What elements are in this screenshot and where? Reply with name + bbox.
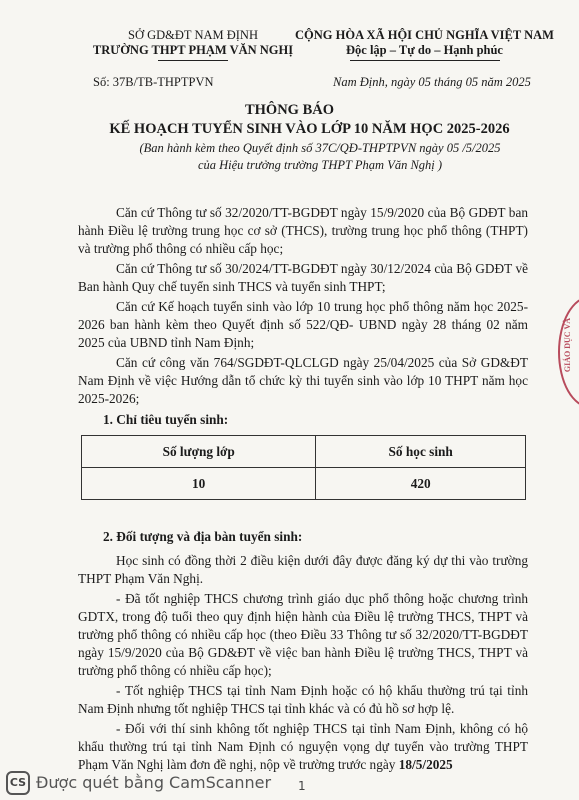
table-row: [82, 468, 526, 500]
document-heading: KẾ HOẠCH TUYỂN SINH VÀO LỚP 10 NĂM HỌC 2025-2026: [109, 121, 510, 137]
school-name: TRƯỜNG THPT PHẠM VĂN NGHỊ: [92, 43, 294, 57]
paragraph: Căn cứ Kế hoạch tuyển sinh vào lớp 10 trung học phổ thông năm học 2025-2026 ban hành kèm theo Quyết định số 522/QĐ- UBND ngày 28 tháng 02 năm 2025 của UBND tỉnh Nam Định;: [78, 299, 528, 350]
paragraph: Căn cứ Thông tư số 30/2024/TT-BGDĐT ngày 30/12/2024 của Bộ GDĐT về Ban hành Quy chế tuyển sinh THCS và tuyển sinh THPT;: [78, 261, 528, 294]
scanner-caption: Được quét bằng CamScanner: [36, 773, 272, 792]
camscanner-logo-icon: CS: [6, 771, 30, 795]
department-name: SỞ GD&ĐT NAM ĐỊNH: [128, 28, 258, 42]
table-cell-classes: 10: [82, 468, 316, 500]
seal-text: GIÁO DỤC VÀ: [563, 318, 572, 373]
document-date: Nam Định, ngày 05 tháng 05 năm 2025: [333, 75, 531, 89]
deadline-date: 18/5/2025: [398, 757, 453, 772]
motto: Độc lập – Tự do – Hạnh phúc: [346, 43, 503, 57]
paragraph: Học sinh có đồng thời 2 điều kiện dưới đây được đăng ký dự thi vào trường THPT Phạm Văn Nghị.: [78, 553, 528, 586]
national-motto-block: [272, 28, 577, 61]
subtitle-line-1: (Ban hành kèm theo Quyết định số 37C/QĐ-THPTPVN ngày 05 /5/2025: [139, 141, 501, 155]
paragraph: Căn cứ công văn 764/SGDĐT-QLCLGD ngày 25/04/2025 của Sở GD&ĐT Nam Định về việc Hướng dẫn tổ chức kỳ thi tuyển sinh vào lớp 10 THPT năm học 2025-2026;: [78, 355, 528, 406]
quota-table: [81, 435, 526, 500]
issuer-underline: [158, 60, 228, 61]
table-header-students: Số học sinh: [316, 436, 526, 468]
document-number: Số: 37B/TB-THPTPVN: [93, 75, 214, 89]
paragraph: [78, 720, 528, 774]
paragraph: Căn cứ Thông tư số 32/2020/TT-BGDĐT ngày 15/9/2020 của Bộ GDĐT ban hành Điều lệ trường trung học cơ sở (THCS), trường trung học phổ thông (THPT) và trường phổ thông có nhiều cấp học;: [78, 205, 528, 256]
document-subtitle: [110, 140, 530, 174]
page-number: 1: [298, 779, 306, 793]
table-header-classes: Số lượng lớp: [82, 436, 316, 468]
document-body: [78, 204, 528, 776]
motto-underline: [350, 60, 500, 61]
paragraph: - Tốt nghiệp THCS tại tỉnh Nam Định hoặc có hộ khẩu thường trú tại tỉnh Nam Định nhưng tốt nghiệp THCS tại tỉnh khác và có đủ hồ sơ hợp lệ.: [78, 683, 528, 716]
document-title: THÔNG BÁO: [244, 102, 335, 118]
scanner-watermark: [0, 768, 579, 800]
section-heading-quota: 1. Chỉ tiêu tuyển sinh:: [103, 412, 229, 427]
table-header-row: [82, 436, 526, 468]
subtitle-line-2: của Hiệu trưởng trường THPT Phạm Văn Nghị ): [197, 158, 443, 172]
table-cell-students: 420: [316, 468, 526, 500]
paragraph: - Đã tốt nghiệp THCS chương trình giáo dục phổ thông hoặc chương trình GDTX, trong độ tuổi theo quy định hiện hành của Điều lệ trường THCS, THPT và trường phổ thông có nhiều cấp học (theo Điều 33 Thông tư số 32/2020/TT-BGDĐT ngày 15/9/2020 của Bộ GD&ĐT về việc ban hành Điều lệ trường THCS, THPT và trường phổ thông có nhiều cấp học);: [78, 591, 528, 678]
section-heading-eligibility: 2. Đối tượng và địa bàn tuyển sinh:: [103, 529, 303, 544]
country-name: CỘNG HÒA XÃ HỘI CHỦ NGHĨA VIỆT NAM: [295, 28, 554, 42]
paragraph-text: - Đối với thí sinh không tốt nghiệp THCS tại tỉnh Nam Định, không có hộ khẩu thường trú tại tỉnh Nam Định có nguyện vọng dự tuyển vào trường THPT Phạm Văn Nghị làm đơn đề nghị, nộp về trường trước ngày: [78, 721, 528, 772]
